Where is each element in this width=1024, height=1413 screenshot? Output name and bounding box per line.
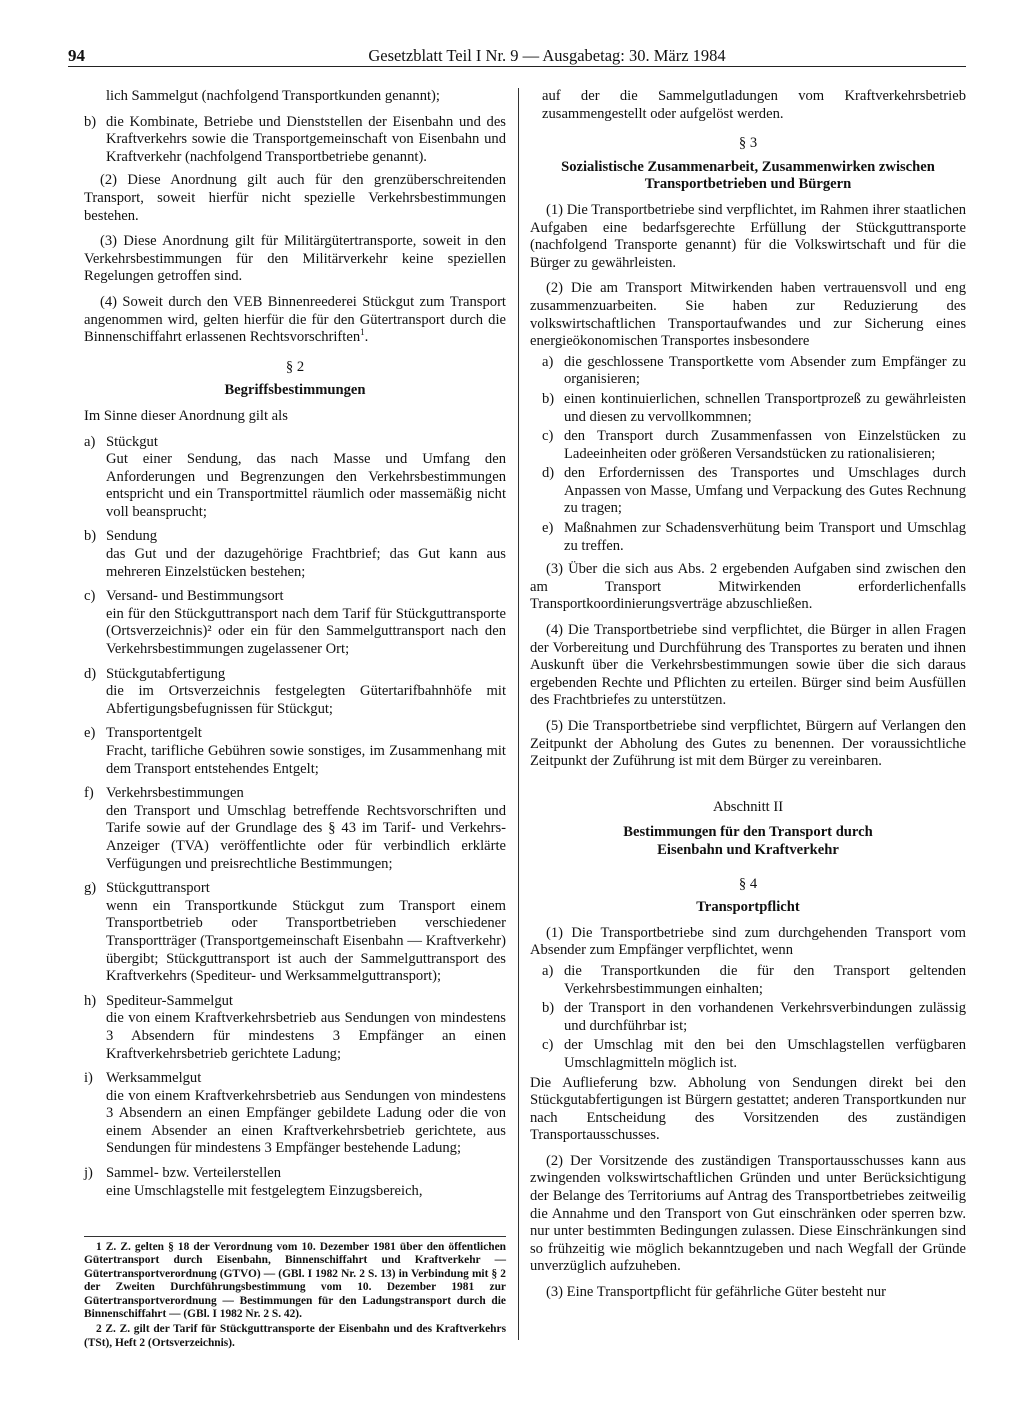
part-title: Bestimmungen für den Transport durch Eisenbahn und Kraftverkehr [623, 824, 873, 858]
definition-body: wenn ein Transportkunde Stückgut zum Transport einem Transportbetrieb oder Transportbetrieben verschiedener Transportträger (Transportgemeinschaft Eisenbahn — Kraftverkehr) übergibt; Stückguttransport ist auch der Sammelguttransport des Kraftverkehrs (Spediteur- und Werksammelguttransport); [106, 897, 506, 985]
list-item: c) den Transport durch Zusammenfassen von Einzelstücken zu Ladeeinheiten oder größeren Versandstücken zu rationalisieren; [542, 428, 966, 462]
definition-body: das Gut und der dazugehörige Frachtbrief; das Gut kann aus mehreren Einzelstücken bestehen; [106, 546, 506, 580]
definition-term: Stückgut [106, 433, 158, 450]
footnote: 2 Z. Z. gilt der Tarif für Stückguttransporte der Eisenbahn und des Kraftverkehrs (TSt), Heft 2 (Ortsverzeichnis). [84, 1323, 506, 1349]
column-divider [518, 88, 519, 1340]
paragraph: (3) Eine Transportpflicht für gefährliche Güter besteht nur [546, 1284, 887, 1301]
list-item: b) die Kombinate, Betriebe und Dienststellen der Eisenbahn und des Kraftverkehrs sowie die Transportgemeinschaft von Eisenbahn und Kraftverkehr (nachfolgend Transportbetriebe genannt). [84, 113, 506, 165]
intro-continuation: lich Sammelgut (nachfolgend Transportkunden genannt); [106, 88, 440, 104]
definition-body: ein für den Stückguttransport nach dem Tarif für Stückguttransporte (Ortsverzeichnis)² oder ein für den Sammelguttransport nach den Verkehrsbestimmungen zugelassener Ort; [106, 605, 506, 658]
definition-body: die von einem Kraftverkehrsbetrieb aus Sendungen von mindestens 3 Absendern an einen Empfänger gebildete Ladung oder die von einem Absender an einen Kraftverkehrsbetrieb gerichtete, aus Sendungen für mindestens 3 Empfänger bestehende Ladung; [106, 1087, 506, 1157]
list-item: e) Maßnahmen zur Schadensverhütung beim Transport und Umschlag zu treffen. [542, 520, 966, 554]
definition-item: i) Werksammelgut die von einem Kraftverkehrsbetrieb aus Sendungen von mindestens 3 Absendern an einen Empfänger gebildete Ladung oder die von einem Absender an einen Kraftverkehrsbetrieb gerichtete, aus Sendungen für mindestens 3 Empfänger bestehende Ladung; [84, 1070, 506, 1157]
paragraph: (2) Der Vorsitzende des zuständigen Transportausschusses kann aus zwingenden volkswirtschaftlichen Gründen und unter Berücksichtigung der Belange des Territoriums auf Antrag des Transportbetriebes zeitweilig die Annahme und den Transport von Gut einschränken oder sperren bzw. nur unter bestimmten Bedingungen zulassen. Diese Einschränkungen sind so frühzeitig wie möglich bekanntzugeben und nach Wegfall der Gründe unverzüglich aufzuheben. [530, 1152, 966, 1275]
definition-term: Werksammelgut [106, 1070, 202, 1087]
part-heading: Abschnitt II [712, 798, 784, 815]
definition-body: eine Umschlagstelle mit festgelegtem Einzugsbereich, [106, 1182, 423, 1199]
definition-item: f) Verkehrsbestimmungen den Transport und Umschlag betreffende Rechtsvorschriften und Tarife sowie auf der Grundlage des § 43 im Tarif- und Verkehrs-Anzeiger (TVA) veröffentlichte oder für verbindlich erklärte Verfügungen und preisrechtliche Bestimmungen; [84, 785, 506, 872]
continuation: auf der die Sammelgutladungen vom Kraftverkehrsbetrieb zusammengestellt oder aufgelöst werden. [542, 88, 966, 122]
page-number: 94 [68, 46, 85, 65]
definition-item: a) Stückgut Gut einer Sendung, das nach Masse und Umfang den Anforderungen und Begrenzungen den Verkehrsbestimmungen entspricht und ein Transportmittel räumlich oder massemäßig nicht voll beansprucht; [84, 433, 506, 520]
section-number: § 2 [285, 358, 305, 375]
paragraph: (2) Die am Transport Mitwirkenden haben vertrauensvoll und eng zusammenzuarbeiten. Sie haben zur Reduzierung des volkswirtschaftlichen Transportaufwandes und zur Sicherung eines energieökonomischen Transportes insbesondere [530, 280, 966, 350]
footnote-ref: 1 [360, 327, 365, 338]
page-header [68, 44, 966, 67]
list [530, 963, 966, 1073]
definition-term: Versand- und Bestimmungsort [106, 588, 284, 605]
definition-term: Transportentgelt [106, 725, 202, 742]
right-column [530, 88, 966, 1310]
list [530, 354, 966, 556]
definition-term: Sendung [106, 528, 158, 545]
list-item: b) der Transport in den vorhandenen Verkehrsverbindungen zulässig und durchführbar ist; [542, 1000, 966, 1034]
definition-item: d) Stückgutabfertigung die im Ortsverzeichnis festgelegten Gütertarifbahnhöfe mit Abfertigungsbefugnissen für Stückgut; [84, 665, 506, 717]
list-item: b) einen kontinuierlichen, schnellen Transportprozeß zu gewährleisten und diesen zu vervollkommnen; [542, 390, 966, 425]
definition-term: Stückguttransport [106, 880, 210, 897]
definition-term: Spediteur-Sammelgut [106, 992, 233, 1009]
footnotes [84, 1236, 506, 1352]
definition-item: b) Sendung das Gut und der dazugehörige Frachtbrief; das Gut kann aus mehreren Einzelstücken bestehen; [84, 528, 506, 580]
footnote: 1 Z. Z. gelten § 18 der Verordnung vom 10. Dezember 1981 über den öffentlichen Gütertransport durch Eisenbahn, Binnenschiffahrt und Kraftverkehr — Gütertransportverordnung (GTVO) — (GBl. I 1982 Nr. 2 S. 13) in Verbindung mit § 2 der Zweiten Durchführungsbestimmung vom 10. Dezember 1981 zur Gütertransportverordnung — Bestimmungen für den Ladungstransport durch die Binnenschiffahrt — (GBl. I 1982 Nr. 2 S. 42). [84, 1241, 506, 1321]
definition-item: h) Spediteur-Sammelgut die von einem Kraftverkehrsbetrieb aus Sendungen von mindestens 3 Absendern für mindestens 3 Empfänger an einen Kraftverkehrsbetrieb gerichtete Ladung; [84, 992, 506, 1062]
header-title: Gesetzblatt Teil I Nr. 9 — Ausgabetag: 30. März 1984 [368, 46, 726, 65]
section-title: Begriffsbestimmungen [224, 382, 366, 399]
section-intro: Im Sinne dieser Anordnung gilt als [84, 407, 288, 424]
paragraph: (1) Die Transportbetriebe sind zum durchgehenden Transport vom Absender zum Empfänger verpflichtet, wenn [530, 924, 966, 959]
list-item: d) den Erfordernissen des Transportes und Umschlages durch Anpassen von Masse, Umfang und Verpackung des Gutes Rechnung zu tragen; [542, 465, 966, 517]
paragraph: (3) Diese Anordnung gilt für Militärgütertransporte, soweit in den Verkehrsbestimmungen für den Militärverkehr keine speziellen Regelungen getroffen sind. [84, 233, 506, 285]
section-number: § 3 [738, 135, 758, 152]
list-item: c) der Umschlag mit den bei den Umschlagstellen verfügbaren Umschlagmitteln möglich ist. [542, 1037, 966, 1071]
definition-item: g) Stückguttransport wenn ein Transportkunde Stückgut zum Transport einem Transportbetrieb oder Transportbetrieben verschiedener Transportträger (Transportgemeinschaft Eisenbahn — Kraftverkehr) übergibt; Stückguttransport ist auch der Sammelguttransport des Kraftverkehrs (Spediteur- und Werksammelguttransport); [84, 880, 506, 985]
definition-term: Sammel- bzw. Verteilerstellen [106, 1165, 282, 1182]
definition-item: j) Sammel- bzw. Verteilerstellen eine Umschlagstelle mit festgelegtem Einzugsbereich, [84, 1165, 506, 1200]
paragraph: Die Auflieferung bzw. Abholung von Sendungen direkt bei den Stückgutabfertigungen ist Bürgern gestattet; anderen Transportkunden nur nach Entscheidung des Vorsitzenden des zuständigen Transportausschusses. [530, 1074, 966, 1144]
definition-body: Gut einer Sendung, das nach Masse und Umfang den Anforderungen und Begrenzungen den Verkehrsbestimmungen entspricht und ein Transportmittel räumlich oder massemäßig nicht voll beansprucht; [106, 451, 506, 520]
definition-item: c) Versand- und Bestimmungsort ein für den Stückguttransport nach dem Tarif für Stückguttransporte (Ortsverzeichnis)² oder ein für den Sammelguttransport nach den Verkehrsbestimmungen zugelassener Ort; [84, 588, 506, 658]
paragraph: (2) Diese Anordnung gilt auch für den grenzüberschreitenden Transport, soweit hierfür nicht spezielle Verkehrsbestimmungen bestehen. [84, 172, 506, 224]
definitions-list [84, 434, 506, 1201]
definition-body: die von einem Kraftverkehrsbetrieb aus Sendungen von mindestens 3 Absendern für mindestens 3 Empfänger an einen Kraftverkehrsbetrieb gerichtete Ladung; [106, 1010, 506, 1062]
paragraph: (3) Über die sich aus Abs. 2 ergebenden Aufgaben sind zwischen den am Transport Mitwirkenden erforderlichenfalls Transportkoordinierungsverträge abzuschließen. [530, 561, 966, 613]
paragraph: (4) Die Transportbetriebe sind verpflichtet, die Bürger in allen Fragen der Vorbereitung und Durchführung des Transportes zu beraten und ihnen Auskunft über die Verkehrsbestimmungen sowie über die sich daraus ergebenden Rechte und Pflichten zu erteilen. Bürger sind beim Ausfüllen des Frachtbriefes zu unterstützen. [530, 622, 966, 709]
list-item: a) die geschlossene Transportkette vom Absender zum Empfänger zu organisieren; [542, 353, 966, 388]
definition-body: die im Ortsverzeichnis festgelegten Gütertarifbahnhöfe mit Abfertigungsbefugnissen für Stückgut; [106, 683, 506, 717]
paragraph: (1) Die Transportbetriebe sind verpflichtet, im Rahmen ihrer staatlichen Aufgaben eine bedarfsgerechte Erfüllung der Stückguttransporte (nachfolgend Transporte genannt) für die Volkswirtschaft und für die Bürger zu gewährleisten. [530, 201, 966, 271]
list-item: a) die Transportkunden die für den Transport geltenden Verkehrsbestimmungen einhalten; [542, 962, 966, 997]
definition-body: den Transport und Umschlag betreffende Rechtsvorschriften und Tarife sowie auf der Grundlage des § 43 im Tarif- und Verkehrs-Anzeiger (TVA) veröffentlichte oder für verbindlich erklärte Verfügungen und preisrechtliche Bestimmungen; [106, 802, 506, 872]
section-title: Transportpflicht [696, 899, 800, 916]
section-title: Sozialistische Zusammenarbeit, Zusammenwirken zwischen Transportbetrieben und Bürgern [561, 158, 935, 193]
definition-item: e) Transportentgelt Fracht, tarifliche Gebühren sowie sonstiges, im Zusammenhang mit dem Transport entstehendes Entgelt; [84, 725, 506, 777]
definition-term: Verkehrsbestimmungen [106, 785, 244, 802]
paragraph: (5) Die Transportbetriebe sind verpflichtet, Bürgern auf Verlangen den Zeitpunkt der Abholung des Gutes zu benennen. Der voraussichtliche Zeitpunkt der Zuführung ist mit dem Bürger zu vereinbaren. [530, 718, 966, 770]
paragraph: (4) Soweit durch den VEB Binnenreederei Stückgut zum Transport angenommen wird, gelten hierfür die für den Gütertransport durch die Binnenschiffahrt erlassenen Rechtsvorschriften$^1$. [84, 293, 506, 346]
definition-term: Stückgutabfertigung [106, 665, 226, 682]
section-number: § 4 [738, 875, 758, 892]
left-column [84, 88, 506, 1207]
definition-body: Fracht, tarifliche Gebühren sowie sonstiges, im Zusammenhang mit dem Transport entstehendes Entgelt; [106, 743, 506, 777]
